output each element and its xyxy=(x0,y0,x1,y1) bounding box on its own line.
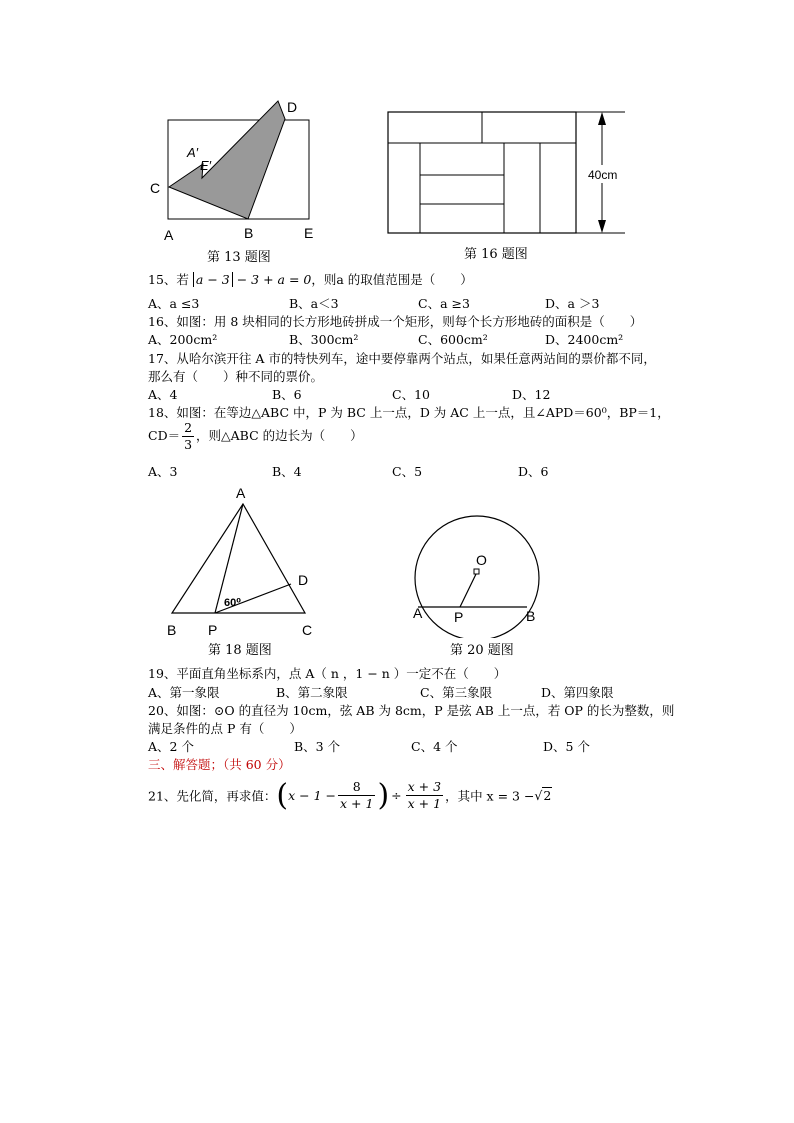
fig13-caption: 第 13 题图 xyxy=(207,250,271,265)
figure-20 xyxy=(405,508,555,638)
q17-option-a[interactable]: A、4 xyxy=(148,387,178,402)
q15-option-a[interactable]: A、a ≤3 xyxy=(148,296,200,311)
fig13-label-d: D xyxy=(287,99,298,115)
fraction-x-plus-3-over-x-plus-1: $\frac{x + 3}{x + 1}$ xyxy=(407,779,442,811)
fig18-label-d: D xyxy=(298,572,309,588)
q17-option-d[interactable]: D、12 xyxy=(512,387,551,402)
fig13-label-a-prime: A′ xyxy=(187,145,199,160)
fig13-shaded-shape xyxy=(169,101,285,219)
q20-option-c[interactable]: C、4 个 xyxy=(411,739,458,754)
q16-option-d[interactable]: D、2400cm² xyxy=(545,332,624,347)
fig16-dim-label: 40cm xyxy=(588,168,618,182)
question-20-line1: 20、如图：⊙O 的直径为 10cm，弦 AB 为 8cm，P 是弦 AB 上一点，若 OP 的长为整数，则 xyxy=(148,703,675,718)
q15-option-d[interactable]: D、a ＞3 xyxy=(545,296,600,311)
q17-option-c[interactable]: C、10 xyxy=(392,387,430,402)
question-20-line2: 满足条件的点 P 有（ ） xyxy=(148,721,302,736)
q20-option-d[interactable]: D、5 个 xyxy=(543,739,590,754)
abs-value-expr: a − 3 xyxy=(193,272,233,287)
fig18-label-b: B xyxy=(167,622,177,638)
fig18-label-p: P xyxy=(208,622,218,638)
fig20-label-b: B xyxy=(526,608,536,624)
question-21: 21、先化简，再求值：(x − 1 − $\frac{8}{x + 1}$ ) ÷ $\frac{x + 3}{x + 1}$ ，其中 x = 3 −√2 xyxy=(148,778,552,813)
question-15: 15、若 a − 3 − 3 + a = 0，则a 的取值范围是（ ） xyxy=(148,272,473,287)
fraction-two-thirds: $\frac{2}{3}$ xyxy=(184,420,193,452)
q19-option-a[interactable]: A、第一象限 xyxy=(148,685,220,700)
figure-16 xyxy=(380,105,640,240)
fig13-label-e-prime: E′ xyxy=(200,158,212,173)
q15-option-b[interactable]: B、a＜3 xyxy=(289,296,339,311)
q18-option-b[interactable]: B、4 xyxy=(272,464,302,479)
q18-option-a[interactable]: A、3 xyxy=(148,464,178,479)
fig20-label-o: O xyxy=(476,552,487,568)
q19-option-c[interactable]: C、第三象限 xyxy=(420,685,493,700)
fig13-label-c: C xyxy=(150,180,161,196)
question-18-line2: CD＝ $\frac{2}{3}$ ，则△ABC 的边长为（ ） xyxy=(148,420,363,452)
question-16: 16、如图：用 8 块相同的长方形地砖拼成一个矩形，则每个长方形地砖的面积是（ ） xyxy=(148,314,643,329)
q16-option-a[interactable]: A、200cm² xyxy=(148,332,218,347)
question-18-line1: 18、如图：在等边△ABC 中，P 为 BC 上一点，D 为 AC 上一点，且∠APD＝60⁰，BP＝1， xyxy=(148,405,670,420)
figure-13 xyxy=(140,95,340,245)
fig18-caption: 第 18 题图 xyxy=(208,643,272,658)
section-3-title: 三、解答题；（共 60 分） xyxy=(148,757,291,772)
fig18-label-c: C xyxy=(302,622,313,638)
q20-option-b[interactable]: B、3 个 xyxy=(294,739,341,754)
fig18-label-a: A xyxy=(236,485,246,501)
q20-option-a[interactable]: A、2 个 xyxy=(148,739,194,754)
q17-option-b[interactable]: B、6 xyxy=(272,387,302,402)
fig13-label-e: E xyxy=(304,225,314,241)
question-17-line1: 17、从哈尔滨开往 A 市的特快列车，途中要停靠两个站点，如果任意两站间的票价都不同， xyxy=(148,351,656,366)
sqrt-argument: 2 xyxy=(543,788,552,803)
fig18-label-angle: 60⁰ xyxy=(224,597,242,609)
question-19: 19、平面直角坐标系内，点 A（ n ，1 − n ）一定不在（ ） xyxy=(148,666,507,681)
fig13-label-a: A xyxy=(164,227,174,243)
circle-o xyxy=(415,516,539,638)
fig13-label-b: B xyxy=(244,225,254,241)
q18-option-d[interactable]: D、6 xyxy=(518,464,549,479)
q19-option-b[interactable]: B、第二象限 xyxy=(276,685,348,700)
fig20-label-p: P xyxy=(454,609,464,625)
fig16-caption: 第 16 题图 xyxy=(464,247,528,262)
q16-option-b[interactable]: B、300cm² xyxy=(289,332,359,347)
fraction-8-over-x-plus-1: $\frac{8}{x + 1}$ xyxy=(340,779,374,811)
fig20-caption: 第 20 题图 xyxy=(450,643,514,658)
figure-18 xyxy=(160,482,330,642)
q16-option-c[interactable]: C、600cm² xyxy=(418,332,488,347)
question-17-line2: 那么有（ ）种不同的票价。 xyxy=(148,369,324,384)
q19-option-d[interactable]: D、第四象限 xyxy=(541,685,614,700)
q18-option-c[interactable]: C、5 xyxy=(392,464,423,479)
q15-option-c[interactable]: C、a ≥3 xyxy=(418,296,470,311)
fig20-label-a: A xyxy=(413,605,423,621)
